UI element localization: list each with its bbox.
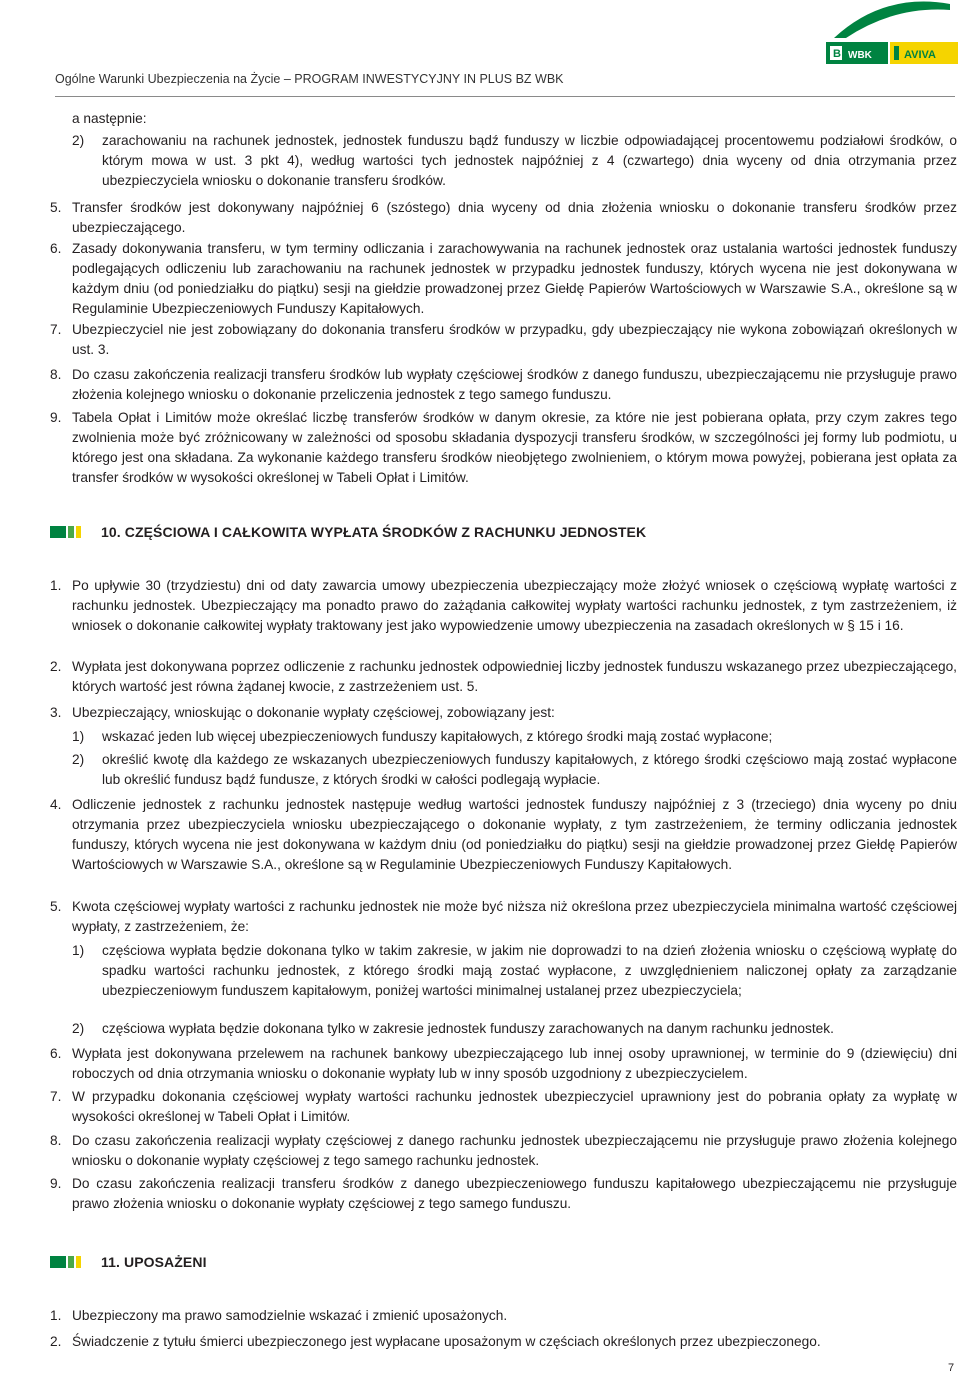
list-item bbox=[50, 795, 957, 875]
list-item bbox=[50, 1306, 957, 1326]
list-item-text: Odliczenie jednostek z rachunku jednostek następuje według wartości jednostek funduszy najpóźniej z 3 (trzeciego) dnia wyceny po dniu otrzymania przez ubezpieczyciela wniosku ubezpieczającego o dokonanie wypłaty, z tym zastrzeżeniem, że terminy odliczania jednostek funduszy, których wycena nie jest dokonywana w każdym dniu (od poniedziałku do piątku) sesji na giełdzie prowadzonej przez Giełdę Papierów Wartościowych w Warszawie S.A., określone są w Regulaminie Ubezpieczeniowych Funduszy Kapitałowych. bbox=[72, 797, 957, 872]
list-item-number: 1) bbox=[72, 729, 85, 744]
document-header-title: Ogólne Warunki Ubezpieczenia na Życie – PROGRAM INWESTYCYJNY IN PLUS BZ WBK bbox=[55, 72, 564, 86]
list-item-number: 1. bbox=[50, 578, 62, 593]
list-item-number: 7. bbox=[50, 1089, 62, 1104]
list-item-text: Ubezpieczyciel nie jest zobowiązany do dokonania transferu środków w przypadku, gdy ubezpieczający nie wykona zobowiązań określonych w ust. 3. bbox=[72, 322, 957, 357]
list-item-text: Po upływie 30 (trzydziestu) dni od daty zawarcia umowy ubezpieczenia ubezpieczający może złożyć wniosek o częściową wypłatę wartości z rachunku jednostek. Ubezpieczający ma ponadto prawo do zażądania całkowitej wypłaty wartości rachunku jednostek, z tym zastrzeżeniem, iż wniosek o dokonanie całkowitej wypłaty traktowany jest jako wypowiedzenie umowy ubezpieczenia na zasadach określonych w § 15 i 16. bbox=[72, 578, 957, 633]
section-heading bbox=[50, 523, 646, 541]
list-item-text: Wypłata jest dokonywana przelewem na rachunek bankowy ubezpieczającego lub innej osoby uprawnionej, w terminie do 9 (dziewięciu) dni roboczych od dnia otrzymania wniosku o dokonanie wypłaty lub w inny sposób uzgodniony z ubezpieczycielem. bbox=[72, 1046, 957, 1081]
list-subitem bbox=[72, 750, 957, 790]
list-item-number: 9. bbox=[50, 410, 62, 425]
list-item bbox=[50, 1087, 957, 1127]
list-item bbox=[50, 703, 957, 723]
list-item-number: 8. bbox=[50, 367, 62, 382]
list-item-number: 7. bbox=[50, 322, 62, 337]
list-item-number: 1. bbox=[50, 1308, 62, 1323]
list-item bbox=[50, 239, 957, 319]
list-item-number: 6. bbox=[50, 241, 62, 256]
list-item-number: 5. bbox=[50, 899, 62, 914]
section-title: 11. UPOSAŻENI bbox=[101, 1254, 207, 1270]
list-item-text: Tabela Opłat i Limitów może określać liczbę transferów środków w danym okresie, za które nie jest pobierana opłata, przy czym zakres tego zwolnienia może być zróżnicowany w zależności od sposobu składania dyspozycji transferu środków, w szczególności jej formy lub podmiotu, u którego jest ona składana. Za wykonanie każdego transferu środków nieobjętego zwolnieniem, o którym mowa powyżej, pobierana jest opłata za transfer środków w wysokości określonej w Tabeli Opłat i Limitów. bbox=[72, 410, 957, 485]
bz-wbk-aviva-logo bbox=[824, 0, 960, 76]
list-item-text: wskazać jeden lub więcej ubezpieczeniowych funduszy kapitałowych, z którego środki mają zostać wypłacone; bbox=[102, 729, 773, 744]
list-item-text: Ubezpieczony ma prawo samodzielnie wskazać i zmienić uposażonych. bbox=[72, 1308, 508, 1323]
list-item bbox=[50, 1332, 957, 1352]
list-item-number: 3. bbox=[50, 705, 62, 720]
list-item-number: 2) bbox=[72, 752, 85, 767]
list-item-text: zarachowaniu na rachunek jednostek, jednostek funduszu bądź funduszy w liczbie odpowiadającej procentowemu podziałowi środków, o którym mowa w ust. 3 pkt 4), według wartości tych jednostek najpóźniej z 4 (czwartego) dnia wyceny od dnia otrzymania przez ubezpieczyciela wniosku o dokonanie transferu środków. bbox=[102, 133, 957, 188]
list-subitem bbox=[72, 727, 957, 747]
list-item bbox=[50, 320, 957, 360]
list-item-number: 6. bbox=[50, 1046, 62, 1061]
list-item-number: 2) bbox=[72, 133, 85, 148]
list-item bbox=[50, 897, 957, 937]
list-subitem bbox=[72, 1019, 957, 1039]
list-item-text: Świadczenie z tytułu śmierci ubezpieczonego jest wypłacane uposażonym w częściach określonych przez ubezpieczonego. bbox=[72, 1334, 821, 1349]
list-item-text: częściowa wypłata będzie dokonana tylko w zakresie jednostek funduszy zarachowanych na danym rachunku jednostek. bbox=[102, 1021, 834, 1036]
list-item-text: Kwota częściowej wypłaty wartości z rachunku jednostek nie może być niższa niż określona przez ubezpieczyciela minimalna wartość częściowej wypłaty, z zastrzeżeniem, że: bbox=[72, 899, 957, 934]
intro-text: a następnie: bbox=[72, 111, 147, 126]
list-item-number: 4. bbox=[50, 797, 62, 812]
list-item-number: 8. bbox=[50, 1133, 62, 1148]
svg-text:B: B bbox=[833, 48, 841, 60]
list-item-text: Do czasu zakończenia realizacji transferu środków lub wypłaty częściowej środków z danego funduszu, ubezpieczającemu nie przysługuje prawo złożenia kolejnego wniosku o dokonanie przeliczenia jednostek z tego samego funduszu. bbox=[72, 367, 957, 402]
list-item-text: częściowa wypłata będzie dokonana tylko w takim zakresie, w jakim nie doprowadzi to na dzień złożenia wniosku o częściową wypłatę do spadku wartości rachunku jednostek, z którego środki mają zostać wypłacone, z uwzględnieniem naliczonej opłaty za zarządzanie ubezpieczeniowym funduszem kapitałowym, poniżej wartości minimalnej ustalanej przez ubezpieczyciela; bbox=[102, 943, 957, 998]
list-subitem bbox=[72, 941, 957, 1001]
list-item bbox=[50, 408, 957, 488]
list-item-number: 9. bbox=[50, 1176, 62, 1191]
list-item-number: 5. bbox=[50, 200, 62, 215]
list-item-text: Wypłata jest dokonywana poprzez odliczenie z rachunku jednostek odpowiedniej liczby jednostek funduszu wskazanego przez ubezpieczającego, których wartość jest równa żądanej kwocie, z zastrzeżeniem ust. 5. bbox=[72, 659, 957, 694]
header-divider bbox=[55, 96, 955, 97]
list-item-text: W przypadku dokonania częściowej wypłaty wartości rachunku jednostek ubezpieczyciel uprawniony jest do pobrania opłaty za wypłatę w wysokości określonej w Tabeli Opłat i Limitów. bbox=[72, 1089, 957, 1124]
list-item-number: 2. bbox=[50, 1334, 62, 1349]
section-heading bbox=[50, 1253, 207, 1271]
svg-text:WBK: WBK bbox=[848, 50, 872, 61]
list-item bbox=[50, 576, 957, 636]
list-item bbox=[50, 198, 957, 238]
page-number: 7 bbox=[948, 1362, 955, 1374]
list-item-number: 1) bbox=[72, 943, 85, 958]
list-item bbox=[50, 1174, 957, 1214]
list-item bbox=[50, 365, 957, 405]
list-item bbox=[72, 131, 957, 191]
list-item-text: określić kwotę dla każdego ze wskazanych ubezpieczeniowych funduszy kapitałowych, z którego środki częściowo mają zostać wypłacone lub określić fundusz bądź fundusze, z których środki w całości podlegają wypłacie. bbox=[102, 752, 957, 787]
list-item bbox=[50, 657, 957, 697]
svg-text:AVIVA: AVIVA bbox=[904, 49, 936, 61]
list-item-number: 2) bbox=[72, 1021, 85, 1036]
section-title: 10. CZĘŚCIOWA I CAŁKOWITA WYPŁATA ŚRODKÓW Z RACHUNKU JEDNOSTEK bbox=[101, 524, 647, 540]
list-item-text: Zasady dokonywania transferu, w tym terminy odliczania i zarachowywania na rachunek jednostek oraz ustalania wartości jednostek funduszy podlegających odliczeniu lub zarachowaniu na rachunek jednostek w przypadku jednostek funduszy, których wycena nie jest dokonywana w każdym dniu (od poniedziałku do piątku) sesji na giełdzie prowadzonej przez Giełdę Papierów Wartościowych w Warszawie S.A., określone są w Regulaminie Ubezpieczeniowych Funduszy Kapitałowych. bbox=[72, 241, 957, 316]
list-item bbox=[50, 1131, 957, 1171]
list-item-number: 2. bbox=[50, 659, 62, 674]
list-item bbox=[50, 1044, 957, 1084]
list-item-text: Transfer środków jest dokonywany najpóźniej 6 (szóstego) dnia wyceny od dnia złożenia wniosku o dokonanie transferu środków przez ubezpieczającego. bbox=[72, 200, 957, 235]
list-item-text: Ubezpieczający, wnioskując o dokonanie wypłaty częściowej, zobowiązany jest: bbox=[72, 705, 555, 720]
section-marker-icon bbox=[50, 1256, 66, 1268]
list-item-text: Do czasu zakończenia realizacji transferu środków z danego ubezpieczeniowego funduszu kapitałowego ubezpieczającemu nie przysługuje prawo złożenia wniosku o dokonanie wypłaty częściowej z tego samego funduszu. bbox=[72, 1176, 957, 1211]
list-item-text: Do czasu zakończenia realizacji wypłaty częściowej z danego rachunku jednostek ubezpieczającemu nie przysługuje prawo złożenia kolejnego wniosku o dokonanie wypłaty częściowej z tego samego rachunku jednostek. bbox=[72, 1133, 957, 1168]
section-marker-icon bbox=[50, 526, 66, 538]
